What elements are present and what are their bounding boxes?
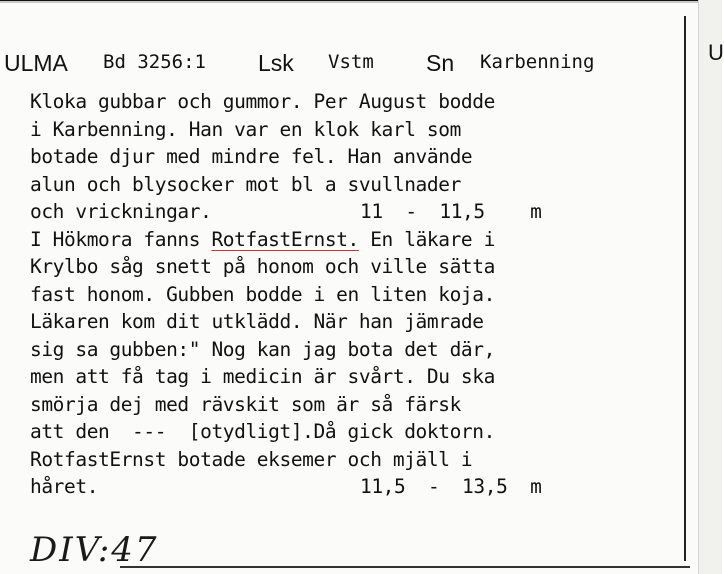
text-line: smörja dej med rävskit som är så färsk xyxy=(30,392,461,416)
text-line xyxy=(30,473,670,501)
text-line: i Karbenning. Han var en klok karl som xyxy=(30,117,461,141)
county-label: Lsk xyxy=(258,50,294,76)
parish-value: Karbenning xyxy=(480,51,595,73)
text-line: men att få tag i medicin är svårt. Du ska xyxy=(30,365,495,388)
parish-label: Sn xyxy=(426,50,455,76)
text-line-rest: En läkare i xyxy=(358,227,495,251)
page-reference: 11 - 11,5 m xyxy=(360,200,542,223)
card-top-edge xyxy=(0,0,700,8)
adjacent-card-edge xyxy=(698,0,722,574)
text-line: botade djur med mindre fel. Han använde xyxy=(30,145,473,168)
underlined-name: RotfastErnst. xyxy=(211,227,359,251)
text-line: alun och blysocker mot bl a svullnader xyxy=(30,172,461,196)
text-line: fast honom. Gubben bodde i en liten koja. xyxy=(30,282,495,306)
adjacent-card-letter: U xyxy=(708,40,724,65)
text-line-content: och vrickningar. xyxy=(30,200,212,223)
text-line xyxy=(30,198,670,226)
page-reference: 11,5 - 13,5 m xyxy=(360,475,542,498)
record-text xyxy=(30,88,670,501)
text-line: Krylbo såg snett på honom och ville sätta xyxy=(30,255,495,278)
text-line: att den --- [otydligt].Då gick doktorn. xyxy=(30,420,495,443)
text-line: sig sa gubben:" Nog kan jag bota det där, xyxy=(30,337,495,361)
text-line xyxy=(30,226,670,254)
handwritten-signature: DIV:47 xyxy=(30,530,159,570)
card-right-rule xyxy=(684,16,686,561)
text-line-content: I Hökmora fanns xyxy=(30,227,212,251)
text-line: RotfastErnst botade eksemer och mjäll i xyxy=(30,447,473,471)
text-line-content: håret. xyxy=(30,475,99,498)
text-line: Läkaren kom dit utklädd. När han jämrade xyxy=(30,310,484,333)
card-bottom-rule xyxy=(120,566,690,568)
county-value: Vstm xyxy=(328,51,374,73)
text-line: Kloka gubbar och gummor. Per August bodde xyxy=(30,90,495,113)
parish-code: ULMA xyxy=(4,50,68,76)
volume-number: Bd 3256:1 xyxy=(103,51,206,73)
